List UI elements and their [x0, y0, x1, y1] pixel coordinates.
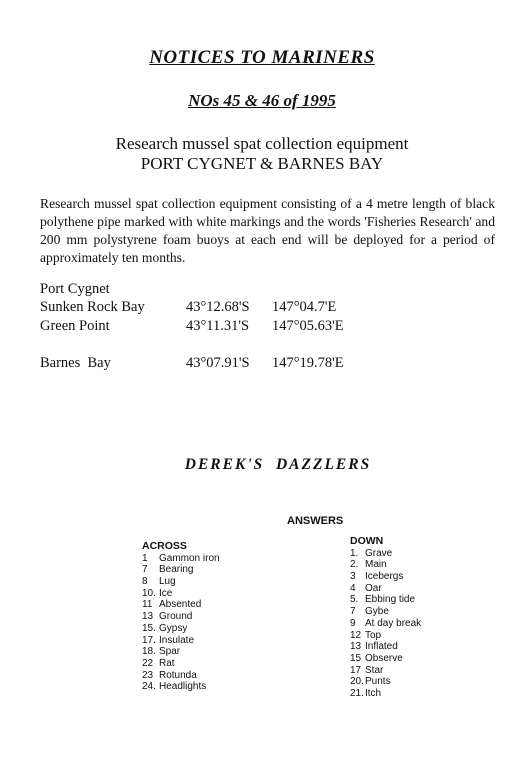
notice-title: NOTICES TO MARINERS: [149, 47, 375, 68]
clue-number: 22: [142, 657, 154, 669]
across-answers: [142, 541, 220, 693]
notice-body: Research mussel spat collection equipment consisting of a 4 metre length of black polythene pipe marked with white markings and the words 'Fisheries Research' and 200 mm polystyrene foam buoys at each end will be deployed for a period of approximately ten months.: [40, 196, 495, 265]
location-latitude: 43°11.31'S: [186, 318, 250, 334]
clue-answer: Gammon iron: [159, 552, 220, 564]
clue-answer: Insulate: [159, 634, 195, 646]
list-item: [142, 599, 220, 611]
location-name: Sunken Rock Bay: [40, 299, 145, 315]
clue-number: 13: [142, 611, 154, 623]
clue-answer: Inflated: [365, 641, 398, 653]
clue-number: 15.: [142, 622, 156, 634]
list-item: [350, 665, 421, 677]
clue-number: 4: [350, 582, 356, 594]
clue-number: 24.: [142, 681, 156, 693]
clue-number: 17: [350, 664, 362, 676]
list-item: [350, 618, 421, 630]
location-latitude: 43°12.68'S: [186, 299, 250, 315]
clue-answer: Ebbing tide: [365, 594, 416, 606]
clue-number: 8: [142, 576, 148, 588]
list-item: [350, 606, 421, 618]
list-item: [350, 583, 421, 595]
list-item: [142, 681, 220, 693]
location-latitude: 43°07.91'S: [186, 355, 250, 371]
clue-answer: Grave: [365, 547, 393, 559]
across-heading: ACROSS: [142, 540, 187, 552]
clue-answer: Oar: [365, 582, 382, 594]
list-item: [350, 630, 421, 642]
clue-answer: Ice: [159, 587, 173, 599]
clue-answer: Top: [365, 629, 382, 641]
list-item: [142, 646, 220, 658]
clue-number: 5.: [350, 594, 359, 606]
answers-label: ANSWERS: [287, 515, 344, 527]
clue-number: 3: [350, 571, 356, 583]
clue-number: 17.: [142, 634, 156, 646]
clue-number: 15: [350, 652, 362, 664]
location-heading: Port Cygnet: [40, 281, 110, 297]
list-item: [142, 670, 220, 682]
location-name: Barnes Bay: [40, 355, 111, 371]
clue-number: 20.: [350, 676, 364, 688]
list-item: [350, 641, 421, 653]
list-item: [142, 576, 220, 588]
clue-number: 1.: [350, 547, 359, 559]
clue-number: 9: [350, 617, 356, 629]
list-item: [142, 658, 220, 670]
subject-line-2: PORT CYGNET & BARNES BAY: [140, 154, 384, 173]
clue-number: 18.: [142, 646, 156, 658]
clue-answer: Main: [365, 559, 387, 571]
down-heading: DOWN: [350, 535, 384, 547]
clue-answer: Ground: [159, 611, 193, 623]
clue-answer: Lug: [159, 576, 176, 588]
location-longitude: 147°05.63'E: [272, 318, 344, 334]
clue-number: 12: [350, 629, 362, 641]
clue-answer: Bearing: [159, 564, 194, 576]
location-name: Green Point: [40, 318, 110, 334]
down-answers: [350, 536, 421, 700]
list-item: [142, 588, 220, 600]
clue-answer: Star: [365, 664, 384, 676]
clue-number: 10.: [142, 587, 156, 599]
subject-line-1: Research mussel spat collection equipment: [115, 134, 409, 153]
list-item: [350, 559, 421, 571]
clue-number: 7: [350, 606, 356, 618]
location-longitude: 147°19.78'E: [272, 355, 344, 371]
clue-answer: Gypsy: [159, 622, 188, 634]
list-item: [142, 553, 220, 565]
list-item: [350, 676, 421, 688]
list-item: [142, 635, 220, 647]
clue-number: 13: [350, 641, 362, 653]
clue-answer: Rat: [159, 657, 175, 669]
clue-number: 7: [142, 564, 148, 576]
clue-answer: Itch: [365, 687, 382, 699]
clue-answer: At day break: [365, 617, 422, 629]
clue-answer: Gybe: [365, 606, 389, 618]
clue-number: 21.: [350, 687, 364, 699]
clue-number: 23: [142, 669, 154, 681]
clue-answer: Rotunda: [159, 669, 197, 681]
clue-answer: Observe: [365, 652, 403, 664]
list-item: [350, 688, 421, 700]
clue-answer: Icebergs: [365, 571, 404, 583]
list-item: [350, 594, 421, 606]
list-item: [350, 571, 421, 583]
clue-answer: Absented: [159, 599, 202, 611]
clue-answer: Headlights: [159, 681, 207, 693]
list-item: [350, 653, 421, 665]
clue-number: 1: [142, 552, 148, 564]
list-item: [142, 564, 220, 576]
list-item: [142, 623, 220, 635]
clue-number: 2.: [350, 559, 359, 571]
clue-number: 11: [142, 599, 153, 611]
clue-answer: Spar: [159, 646, 181, 658]
notice-numbers: NOs 45 & 46 of 1995: [188, 91, 336, 110]
list-item: [350, 548, 421, 560]
puzzle-title: DEREK'S DAZZLERS: [184, 456, 372, 473]
list-item: [142, 611, 220, 623]
location-longitude: 147°04.7'E: [272, 299, 337, 315]
clue-answer: Punts: [365, 676, 391, 688]
